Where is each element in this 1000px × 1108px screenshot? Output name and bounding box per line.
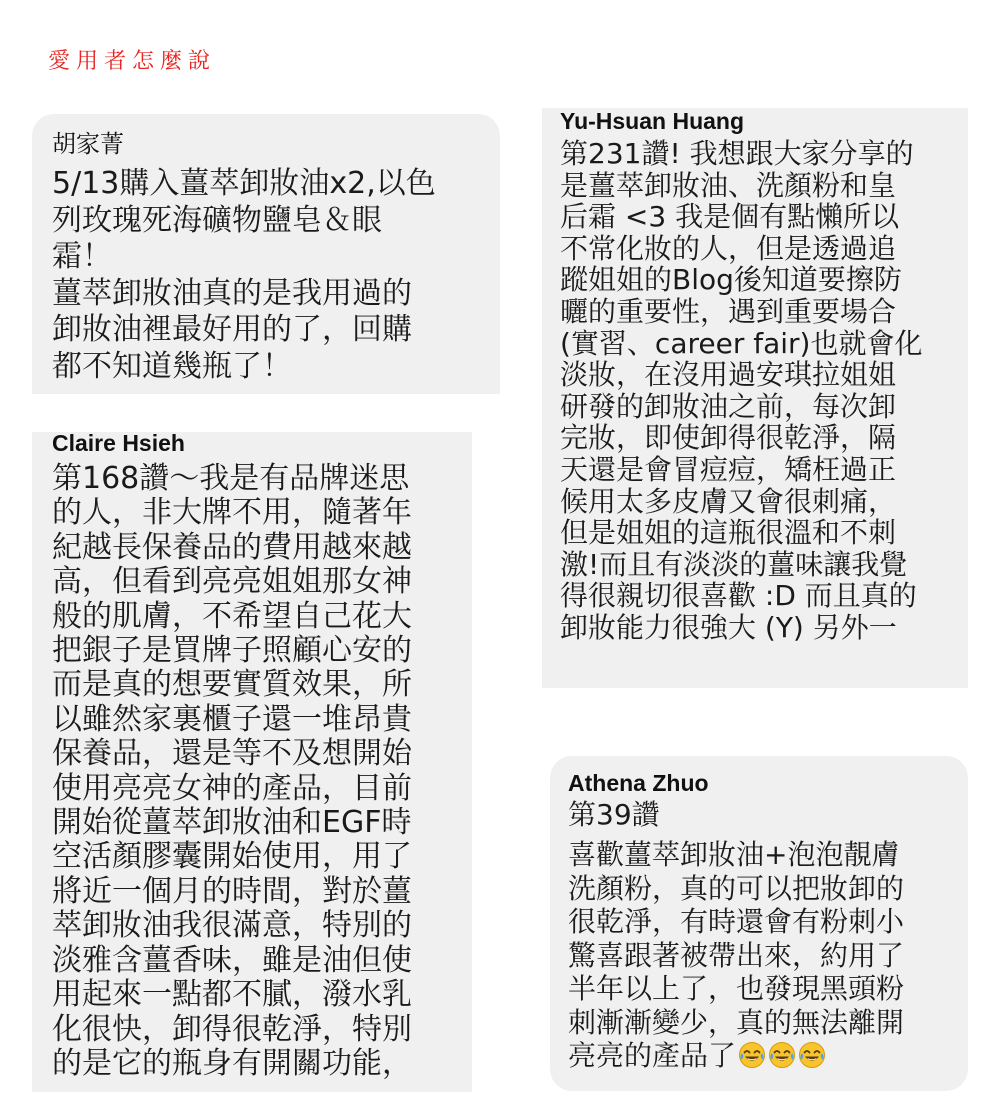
- review-line: 很乾淨，有時還會有粉刺小: [568, 905, 905, 938]
- review-line: 空活顏膠囊開始使用，用了: [52, 839, 412, 875]
- review-line: 卸妝能力很強大 (Y) 另外一: [560, 610, 897, 644]
- review-line: 使用亮亮女神的產品，目前: [52, 770, 412, 806]
- review-line: 般的肌膚，不希望自己花大: [52, 598, 412, 634]
- review-line: 把銀子是買牌子照顧心安的: [52, 633, 412, 669]
- review-line: 候用太多皮膚又會很刺痛，: [560, 484, 897, 518]
- review-line: 是薑萃卸妝油、洗顏粉和皇: [560, 168, 897, 202]
- review-line: 不常化妝的人，但是透過追: [560, 231, 897, 265]
- review-line: 開始從薑萃卸妝油和EGF時: [52, 805, 412, 841]
- review-line: 以雖然家裏櫃子還一堆昂貴: [52, 701, 412, 737]
- review-card-athena: [550, 756, 968, 1091]
- review-card-claire: [32, 432, 472, 1092]
- review-line: 第168讚～我是有品牌迷思: [52, 461, 410, 496]
- review-line: 研發的卸妝油之前，每次卸: [560, 389, 897, 423]
- review-line: 淡妝，在沒用過安琪拉姐姐: [560, 358, 897, 392]
- review-line: 萃卸妝油我很滿意，特別的: [52, 908, 412, 944]
- review-line: 都不知道幾瓶了！: [52, 348, 292, 384]
- review-line: 5/13購入薑萃卸妝油x2,以色: [52, 166, 436, 201]
- review-line: 半年以上了，也發現黑頭粉: [568, 972, 905, 1005]
- review-line: 霜！: [52, 239, 112, 274]
- review-line: 而是真的想要實質效果，所: [52, 667, 412, 703]
- joy-emoji-icon: [798, 1041, 826, 1069]
- review-text: [52, 462, 472, 1081]
- review-line: 用起來一點都不膩，潑水乳: [52, 977, 412, 1013]
- review-line: 完妝，即使卸得很乾淨，隔: [560, 421, 897, 455]
- review-line: 蹤姐姐的Blog後知道要擦防: [560, 263, 902, 297]
- review-line: 但是姐姐的這瓶很溫和不刺: [560, 516, 897, 550]
- joy-emoji-icon: [768, 1041, 796, 1069]
- review-line: 列玫瑰死海礦物鹽皂＆眼: [52, 202, 382, 238]
- review-line: 卸妝油裡最好用的了，回購: [52, 312, 412, 347]
- review-line: 后霜 <3 我是個有點懶所以: [560, 200, 900, 234]
- review-line: 保養品，還是等不及想開始: [52, 736, 412, 772]
- review-card-yuhsuan: [542, 108, 968, 688]
- review-line: 喜歡薑萃卸妝油+泡泡靚膚: [568, 838, 900, 871]
- review-line: 刺漸漸變少，真的無法離開: [568, 1005, 905, 1039]
- review-line: 天還是會冒痘痘，矯枉過正: [560, 452, 897, 486]
- review-card-hu: [32, 114, 500, 394]
- review-line: 將近一個月的時間，對於薑: [52, 873, 412, 909]
- review-author: Athena Zhuo: [568, 770, 709, 796]
- review-line: 曬的重要性，遇到重要場合: [560, 294, 897, 328]
- review-line: 亮亮的產品了: [568, 1039, 737, 1072]
- review-line: (實習、career fair)也就會化: [560, 326, 923, 360]
- review-line: 驚喜跟著被帶出來，約用了: [568, 938, 905, 972]
- joy-emoji-icon: [738, 1041, 766, 1069]
- review-line: 得很親切很喜歡 :D 而且真的: [560, 579, 917, 613]
- review-text: [568, 838, 968, 1073]
- emoji-row: [736, 1039, 826, 1072]
- review-text: [560, 138, 968, 644]
- review-author: Yu-Hsuan Huang: [560, 108, 745, 134]
- review-text: [52, 166, 500, 385]
- like-number: 第39讚: [568, 798, 660, 831]
- review-line: 第231讚! 我想跟大家分享的: [560, 137, 914, 170]
- review-author: 胡家菁: [52, 130, 124, 158]
- review-line-last: [568, 1039, 968, 1073]
- review-line: 的是它的瓶身有開關功能，: [52, 1045, 412, 1081]
- review-line: 薑萃卸妝油真的是我用過的: [52, 275, 412, 311]
- review-line: 激!而且有淡淡的薑味讓我覺: [560, 547, 908, 581]
- review-line: 化很快，卸得很乾淨，特別: [52, 1011, 412, 1047]
- review-line: 高，但看到亮亮姐姐那女神: [52, 564, 412, 600]
- review-author: Claire Hsieh: [52, 432, 185, 456]
- page-title: 愛用者怎麼說: [48, 49, 217, 74]
- review-line: 洗顏粉，真的可以把妝卸的: [568, 871, 905, 905]
- review-line: 紀越長保養品的費用越來越: [52, 529, 412, 565]
- review-line: 的人，非大牌不用，隨著年: [52, 495, 412, 531]
- review-line: 淡雅含薑香味，雖是油但使: [52, 942, 412, 978]
